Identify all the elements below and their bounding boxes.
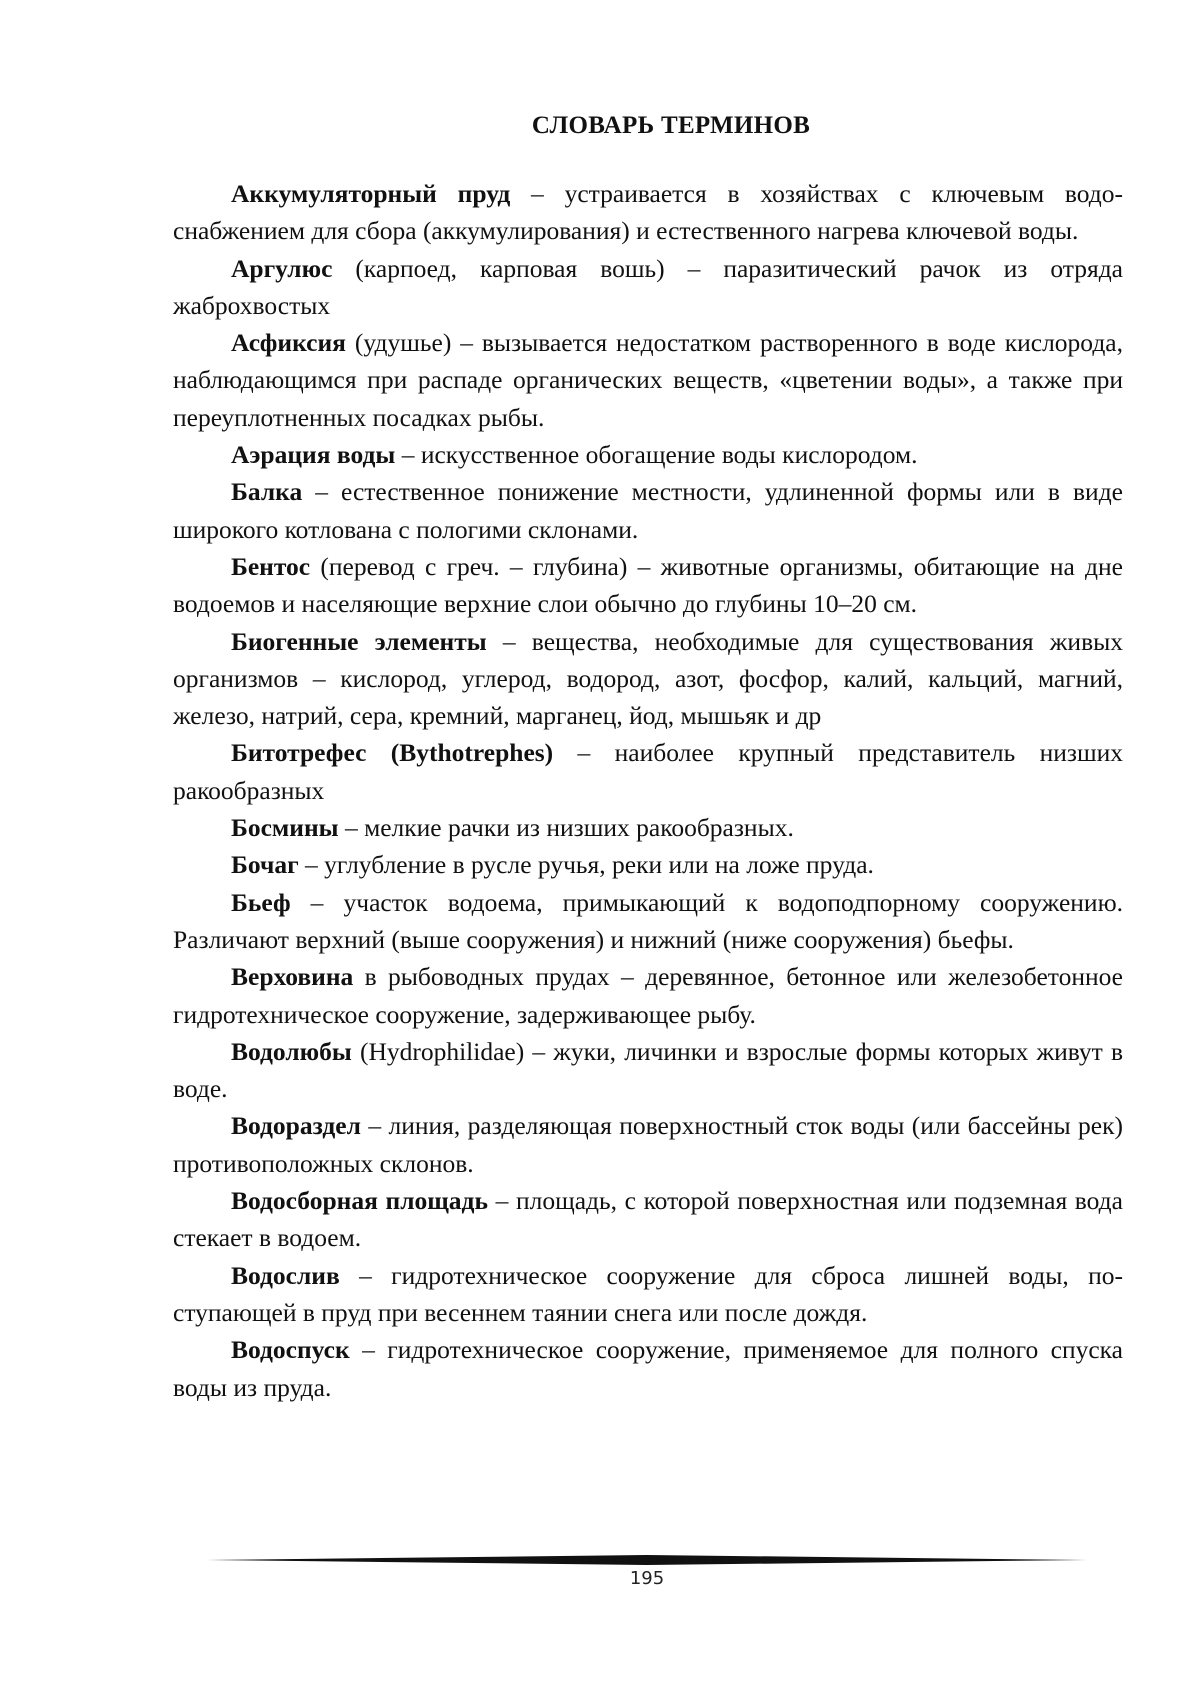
glossary-entry bbox=[173, 1107, 1123, 1182]
glossary-entry bbox=[173, 1033, 1123, 1108]
glossary-definition: – углубление в русле ручья, реки или на ложе пруда. bbox=[298, 850, 874, 880]
glossary-entry bbox=[173, 548, 1123, 623]
glossary-term: Верховина bbox=[231, 962, 354, 992]
glossary-term: Битотрефес (Bythotrephes) bbox=[231, 738, 554, 768]
glossary-entry bbox=[173, 846, 1123, 883]
glossary-entry bbox=[173, 324, 1123, 436]
glossary-definition: (перевод с греч. – глубина) – животные организмы, обитающие на дне водоемов и населяющие верхние слои обычно до глубины 10–20 см. bbox=[173, 551, 1123, 619]
glossary-definition: – гидротехническое сооружение для сброса лишней воды, поступающей в пруд при весеннем таянии снега или после дождя. bbox=[173, 1260, 1123, 1327]
glossary-entry bbox=[173, 436, 1123, 473]
glossary-term: Аэрация воды bbox=[231, 440, 396, 470]
glossary-definition: (Hydrophilidae) – жуки, личинки и взрослые формы которых живут в воде. bbox=[173, 1036, 1123, 1104]
glossary-entry bbox=[173, 734, 1123, 809]
glossary-definition: – гидротехническое сооружение, применяемое для полного спуска воды из пруда. bbox=[173, 1335, 1123, 1402]
glossary-term: Водосборная площадь bbox=[231, 1186, 488, 1216]
glossary-definition: – площадь, с которой поверхностная или подземная вода стекает в водоем. bbox=[173, 1186, 1123, 1253]
glossary-term: Бьеф bbox=[231, 887, 291, 917]
glossary-entry bbox=[173, 175, 1123, 250]
glossary-entry bbox=[173, 250, 1123, 325]
glossary-term: Босмины bbox=[231, 813, 339, 843]
glossary-entry bbox=[173, 809, 1123, 846]
glossary-term: Водораздел bbox=[231, 1111, 361, 1141]
glossary-definition: – вещества, необходимые для существования живых организмов – кислород, углерод, водород, азот, фосфор, калий, кальций, магний, железо, натрий, сера, кремний, марганец, йод, мышьяк и др bbox=[173, 626, 1123, 731]
glossary-entry bbox=[173, 623, 1123, 735]
glossary-term: Водолюбы bbox=[231, 1036, 352, 1066]
glossary-definition: – мелкие рачки из низших ракообразных. bbox=[338, 813, 794, 843]
glossary-entry bbox=[173, 1182, 1123, 1257]
glossary-term: Аргулюс bbox=[231, 253, 333, 283]
glossary-definition: – линия, разделяющая поверхностный сток воды (или бассейны рек) противоположных склонов. bbox=[173, 1111, 1123, 1178]
glossary-term: Балка bbox=[231, 477, 303, 507]
glossary-definition: в рыбоводных прудах – деревянное, бетонное или железобетонное гидротехническое сооружение, задерживающее рыбу. bbox=[173, 962, 1123, 1029]
glossary-term: Биогенные элементы bbox=[231, 626, 487, 656]
glossary-term: Асфиксия bbox=[231, 328, 346, 358]
glossary-term: Водоспуск bbox=[231, 1335, 350, 1365]
glossary-definition: – естественное понижение местности, удлиненной формы или в виде широкого котлована с пологими склонами. bbox=[173, 477, 1123, 544]
glossary-entry bbox=[173, 958, 1123, 1033]
glossary-definition: – участок водоема, примыкающий к водоподпорному сооружению. Различают верхний (выше сооружения) и нижний (ниже сооружения) бьефы. bbox=[173, 887, 1123, 954]
footer-divider bbox=[207, 1555, 1087, 1565]
glossary-entry bbox=[173, 884, 1123, 959]
glossary-definition: (карпоед, карповая вошь) – паразитический рачок из отряда жаброхвостых bbox=[173, 253, 1123, 320]
glossary-definition: – устраивается в хозяйствах с ключевым водоснабжением для сбора (аккумулирования) и естественного нагрева ключевой воды. bbox=[173, 179, 1124, 246]
glossary-definition: – искусственное обогащение воды кислородом. bbox=[395, 440, 918, 470]
glossary-definition: (удушье) – вызывается недостатком растворенного в воде кислорода, наблюдающимся при распаде органических веществ, «цветении воды», а также при переуплотненных посадках рыбы. bbox=[173, 328, 1123, 432]
glossary-term: Аккумуляторный пруд bbox=[231, 179, 511, 208]
glossary-entry bbox=[173, 1331, 1123, 1406]
glossary-term: Бочаг bbox=[231, 850, 299, 880]
glossary-term: Бентос bbox=[231, 551, 311, 581]
page-title: СЛОВАРЬ ТЕРМИНОВ bbox=[531, 112, 811, 139]
glossary-entry bbox=[173, 1257, 1123, 1332]
glossary-definition: – наиболее крупный представитель низших ракообразных bbox=[173, 738, 1123, 805]
glossary-term: Водослив bbox=[231, 1260, 340, 1290]
glossary-list bbox=[173, 175, 1123, 1406]
page-number: 195 bbox=[629, 1568, 665, 1589]
glossary-entry bbox=[173, 473, 1123, 548]
